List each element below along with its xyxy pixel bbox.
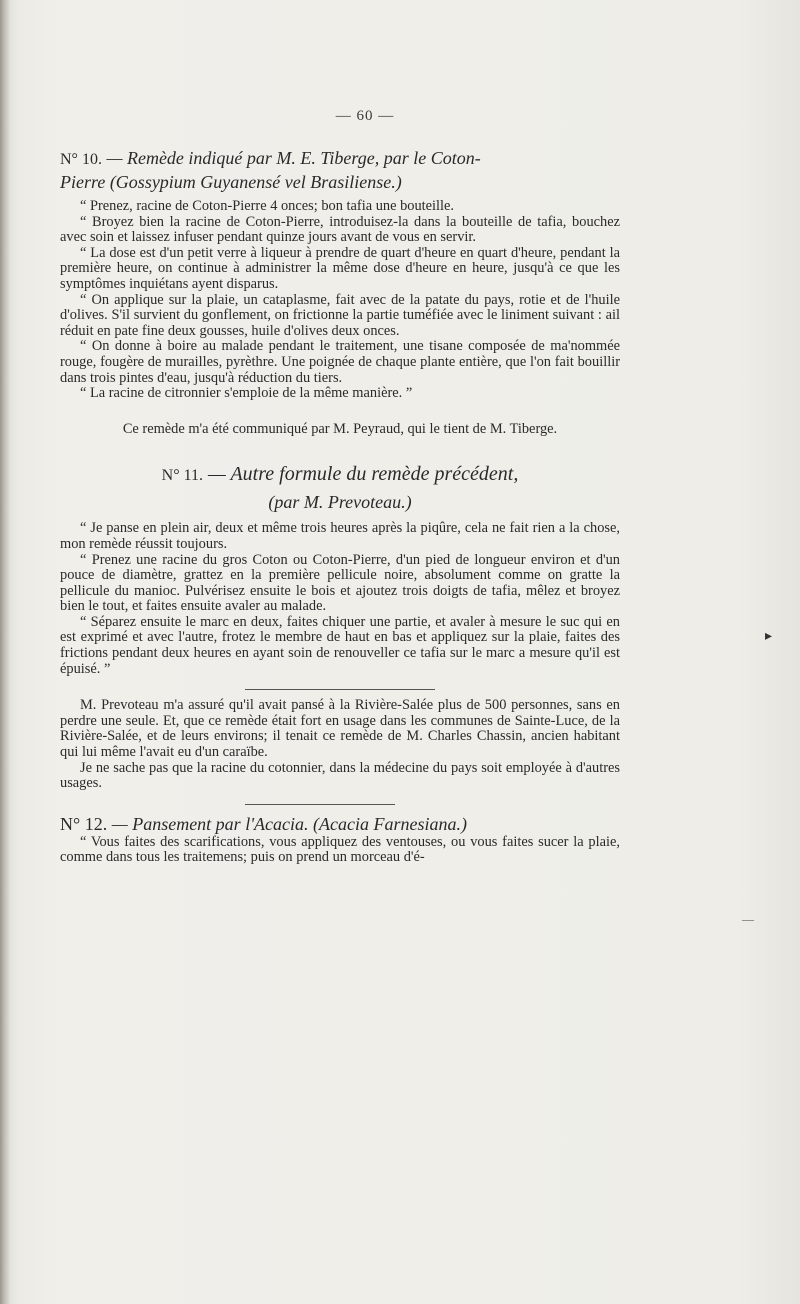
section-10-heading-line-2 — [60, 171, 620, 193]
section-10-title-b: Pierre (Gossypium Guyanensé vel Brasiliense.) — [60, 172, 402, 192]
section-10-paragraph-3: “ La dose est d'un petit verre à liqueur à prendre de quart d'heure en quart d'heure, pendant la première heure, on continue à administrer la même dose d'heure en heure, jusqu'à ce que les symptômes inquiétans ayent disparus. — [60, 244, 620, 292]
section-11-heading — [60, 461, 620, 489]
section-11-paragraph-4: M. Prevoteau m'a assuré qu'il avait pansé à la Rivière-Salée plus de 500 personnes, sans en perdre une seule. Et, que ce remède était fort en usage dans les communes de Sainte-Luce, de la Rivière-Salée, et de leurs environs; il tenait ce remède de M. Charles Chassin, ancien habitant qui lui même l'avait eu d'un caraïbe. — [60, 697, 620, 761]
section-12-number: N° 12. — [60, 813, 108, 834]
margin-dash: — — [742, 912, 754, 926]
section-10-title-a: — Remède indiqué par M. E. Tiberge, par le Coton- — [101, 148, 481, 168]
section-12-paragraph-1: “ Vous faites des scarifications, vous appliquez des ventouses, ou vous faites sucer la plaie, comme dans tous les traitemens; puis on prend un morceau d'é- — [60, 833, 620, 866]
margin-mark: ▸ — [765, 629, 773, 644]
section-10-paragraph-6: “ La racine de citronnier s'emploie de la même manière. ” — [80, 385, 413, 402]
section-10-number: N° 10. — [60, 151, 102, 168]
section-11-number: N° 11. — [161, 467, 204, 485]
divider-rule — [245, 689, 435, 690]
section-11-paragraph-2: “ Prenez une racine du gros Coton ou Coton-Pierre, d'un pied de longueur environ et d'un pouce de diamètre, grattez en la première pellicule noire, absolument comme on gratte la pellicule du manioc. Pulvérisez ensuite le bois et ajoutez trois doigts de tafia, mêlez et broyez bien le tout, et faites ensuite avaler au malade. — [60, 551, 620, 615]
section-10-paragraph-1: “ Prenez, racine de Coton-Pierre 4 onces; bon tafia une bouteille. — [80, 198, 455, 214]
section-10-paragraph-2: “ Broyez bien la racine de Coton-Pierre, introduisez-la dans la bouteille de tafia, bouchez avec soin et laissez infuser pendant quinze jours avant de vous en servir. — [60, 213, 620, 246]
section-12-title: — Pansement par l'Acacia. (Acacia Farnesiana.) — [107, 813, 467, 834]
section-11-paragraph-5: Je ne sache pas que la racine du cotonnier, dans la médecine du pays soit employée à d'autres usages. — [60, 759, 620, 792]
section-11-paragraph-1: “ Je panse en plein air, deux et même trois heures après la piqûre, cela ne fait rien a la chose, mon remède réussit toujours. — [60, 520, 620, 552]
section-10-heading — [60, 147, 620, 171]
section-12-heading — [60, 813, 620, 835]
divider-rule-2 — [245, 804, 395, 805]
document-body — [60, 108, 620, 866]
page-number: — 60 — — [335, 108, 395, 124]
section-10-credit: Ce remède m'a été communiqué par M. Peyraud, qui le tient de M. Tiberge. — [122, 420, 558, 437]
binding-edge — [0, 0, 10, 1304]
section-11-byline: (par M. Prevoteau.) — [268, 492, 412, 513]
section-11-title: — Autre formule du remède précédent, — [203, 463, 519, 486]
section-11-paragraph-3: “ Séparez ensuite le marc en deux, faites chiquer une partie, et avaler à mesure le suc qui en est exprimé et avec l'autre, frotez le membre de haut en bas et appliquez sur la plaie, faites des frictions pendant deux heures en ayant soin de renouveller ce tafia sur le marc a mesure qu'il est épuisé. ” — [60, 613, 620, 677]
section-10-paragraph-4: “ On applique sur la plaie, un cataplasme, fait avec de la patate du pays, rotie et de l'huile d'olives. S'il survient du gonflement, on frictionne la partie tuméfiée avec le liniment suivant : ail réduit en pate fine deux gousses, huile d'olives deux onces. — [60, 291, 620, 339]
section-10-paragraph-5: “ On donne à boire au malade pendant le traitement, une tisane composée de ma'nommée rouge, fougère de murailles, pyrèthre. Une poignée de chaque plante entière, que l'on fait bouillir dans trois pintes d'eau, jusqu'à réduction du tiers. — [60, 338, 620, 386]
